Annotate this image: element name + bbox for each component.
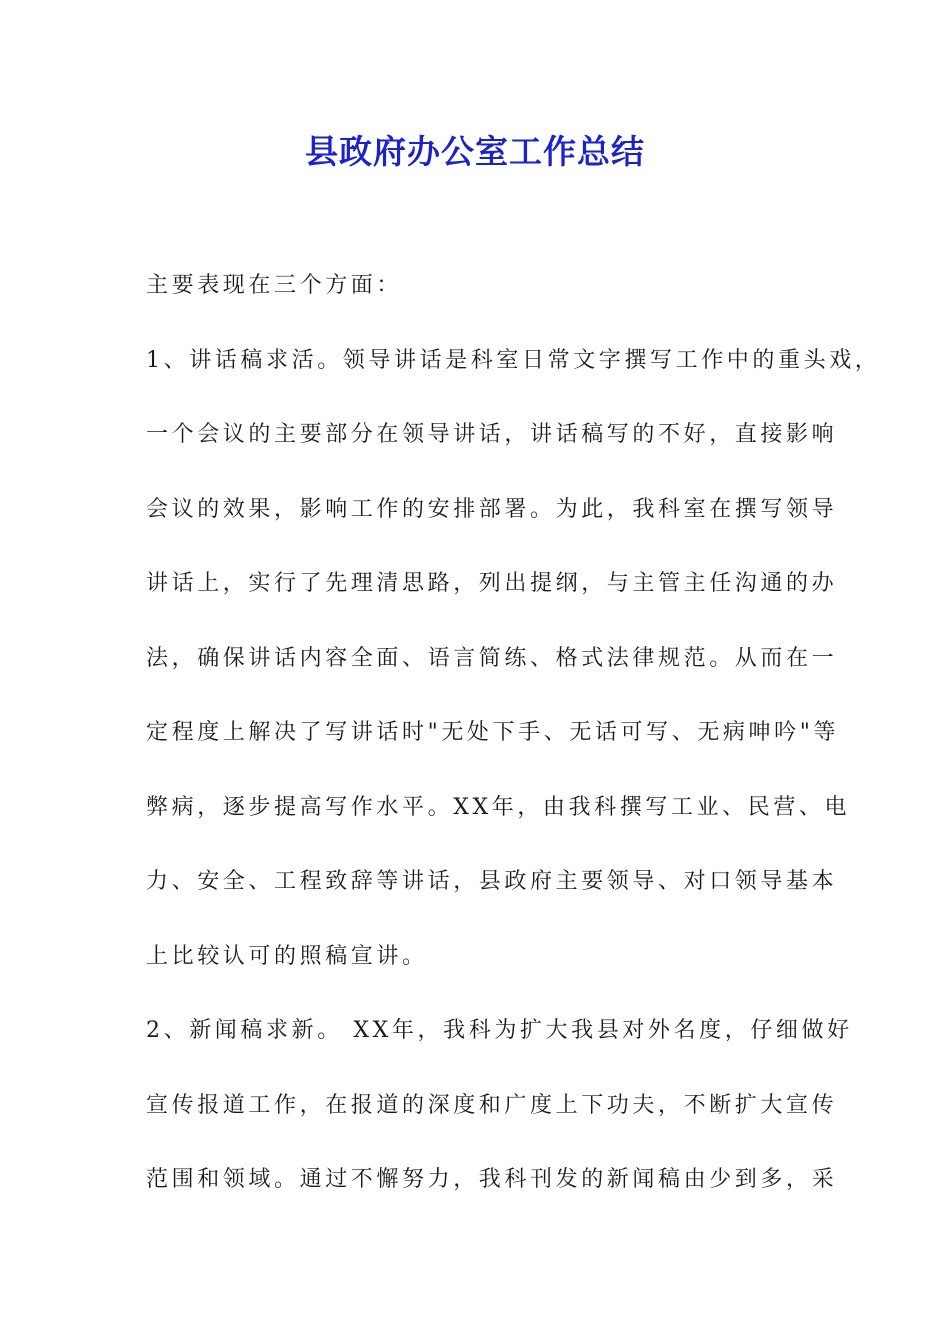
body-line: 讲话上，实行了先理清思路，列出提纲，与主管主任沟通的办 — [146, 571, 838, 596]
body-line: 2、新闻稿求新。 XX年，我科为扩大我县对外名度，仔细做好 — [146, 1018, 853, 1043]
body-line: 宣传报道工作，在报道的深度和广度上下功夫，不断扩大宣传 — [146, 1092, 838, 1118]
body-line: 主要表现在三个方面： — [146, 273, 403, 298]
body-line: 弊病，逐步提高写作水平。XX年，由我科撰写工业、民营、电 — [146, 794, 851, 820]
body-line: 定程度上解决了写讲话时"无处下手、无话可写、无病呻吟"等 — [146, 720, 840, 745]
body-line: 范围和领域。通过不懈努力，我科刊发的新闻稿由少到多，采 — [146, 1167, 838, 1192]
body-line: 力、安全、工程致辞等讲话，县政府主要领导、对口领导基本 — [146, 869, 838, 894]
body-line: 1、讲话稿求活。领导讲话是科室日常文字撰写工作中的重头戏， — [146, 347, 881, 373]
body-line: 会议的效果，影响工作的安排部署。为此，我科室在撰写领导 — [146, 496, 838, 522]
document-title: 县政府办公室工作总结 — [305, 132, 645, 171]
body-line: 法，确保讲话内容全面、语言简练、格式法律规范。从而在一 — [146, 645, 838, 671]
body-line: 上比较认可的照稿宣讲。 — [146, 943, 428, 969]
body-line: 一个会议的主要部分在领导讲话，讲话稿写的不好，直接影响 — [146, 422, 838, 447]
document-body — [146, 261, 881, 1230]
